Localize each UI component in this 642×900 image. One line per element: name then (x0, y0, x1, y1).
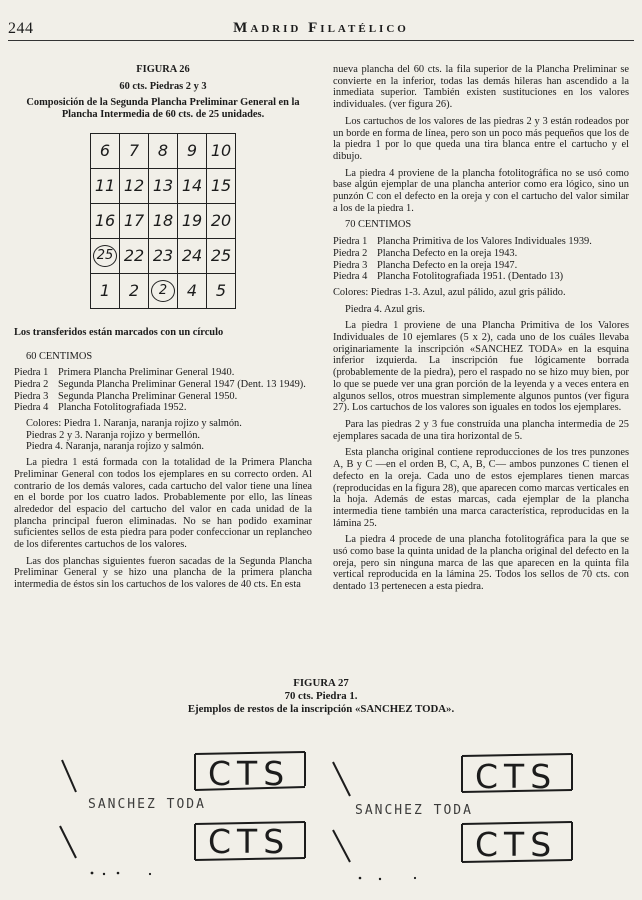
grid-row (91, 238, 236, 273)
grid-number: 24 (181, 245, 203, 265)
grid-cell (120, 203, 149, 238)
stone-row: Piedra 1 Primera Plancha Preliminar General 1940. (14, 367, 235, 379)
grid-row (91, 133, 236, 168)
grid-cell (178, 168, 207, 203)
grid-row (91, 168, 236, 203)
grid-cell (178, 133, 207, 168)
grid-cell (91, 273, 120, 308)
stone-row: Piedra 4 Plancha Fotolitografiada 1951. (Dentado 13) (333, 271, 564, 283)
grid-number: 12 (123, 175, 145, 195)
stone-row: Piedra 3 Segunda Plancha Preliminar General 1950. (14, 390, 238, 402)
grid-number: 11 (94, 175, 116, 195)
figure26-note: Los transferidos están marcados con un círculo (14, 326, 224, 338)
grid-cell (178, 273, 207, 308)
stone-row: Piedra 3 Plancha Defecto en la oreja 1947. (333, 259, 518, 271)
figure26-subtitle: 60 cts. Piedras 2 y 3 (119, 80, 207, 92)
grid-cell (149, 168, 178, 203)
right-paragraph-1: Los cartuchos de los valores de las piedras 2 y 3 están rodeados por un borde en forma de línea, pero son un poco más pequeños que los de la piedra 1 por lo que queda una tira blanca entre el cartucho y el dibujo. (333, 115, 629, 162)
right-paragraph-2: La piedra 4 proviene de la plancha fotolitográfica no se usó como base algún ejemplar de una plancha anterior como era lógico, sino un punzón C con el defecto en la oreja y con el cartucho del valor similar a los de la piedra 1. (333, 167, 629, 214)
grid-cell (149, 273, 178, 308)
grid-number: 18 (152, 210, 174, 230)
section-70-centimos: 70 CENTIMOS (345, 219, 412, 231)
grid-number: 7 (128, 140, 140, 160)
right-paragraph-4: Para las piedras 2 y 3 fue construída una plancha intermedia de 25 ejemplares sacada de una tira horizontal de 5. (333, 418, 629, 442)
circled-number: 25 (93, 245, 117, 267)
stones-list-70 (333, 236, 629, 283)
grid-number: 2 (128, 280, 140, 300)
grid-number: 10 (210, 140, 232, 160)
figure26-label: FIGURA 26 (136, 64, 190, 75)
figure26-caption: Composición de la Segunda Plancha Preliminar General en la Plancha Intermedia de 60 cts. de 25 unidades. (26, 97, 300, 121)
grid-number: 23 (152, 245, 174, 265)
grid-number: 14 (181, 175, 203, 195)
grid-cell (91, 133, 120, 168)
stone-row: Piedra 1 Plancha Primitiva de los Valores Individuales 1939. (333, 236, 592, 248)
figure27-label: FIGURA 27 (293, 677, 349, 689)
running-title: Madrid Filatélico (233, 20, 409, 36)
grid-cell (120, 133, 149, 168)
right-paragraph-0: nueva plancha del 60 cts. la fila superior de la Plancha Preliminar se convierte en la inferior, todas las demás hileras han ascendido a la inmediata superior. También existen sustituciones en los valores individuales. (ver figura 26). (333, 64, 629, 111)
header-rule (8, 40, 634, 41)
figure27-stamps (0, 740, 642, 900)
stone-row: Piedra 2 Plancha Defecto en la oreja 1943. (333, 247, 518, 259)
grid-number: 8 (157, 140, 169, 160)
grid-cell (91, 168, 120, 203)
grid-number: 16 (94, 210, 116, 230)
grid-number: 1 (99, 280, 111, 300)
grid-cell (120, 273, 149, 308)
figure27-caption: Ejemplos de restos de la inscripción «SANCHEZ TODA». (187, 703, 455, 715)
left-paragraph-1: La piedra 1 está formada con la totalidad de la Primera Plancha Preliminar General con todos los ejemplares en su correcto orden. Al contrario de los demás valores, cada cartucho del valor tiene una línea en el borde por los cuatro lados. Probablemente por ello, las líneas alrededor del espacio del cartucho del valor en cada unidad de la plancha principal fueron eliminadas. No se han podido examinar suficientes sellos de esta piedra para poder confeccionar un replancheo de los diferentes cartuchos de los valores. (14, 457, 312, 551)
right-paragraph-3: La piedra 1 proviene de una Plancha Primitiva de los Valores Individuales de 10 ejemlares (5 x 2), cada uno de los cuáles llevaba originariamente la inscripción «SANCHEZ TODA» en la esquina inferior izquierda. La inscripción fue lógicamente borrada (probablemente de la piedra), pero el raspado no se hizo muy bien, por lo que se puede ver una gran porción de la leyenda y a veces entera en algunos sellos, otros muestran simplemente algunos puntos (ver figura 27). Los cartuchos de los valores son iguales en todos los ejemplares. (333, 320, 629, 414)
stone-row: Piedra 4 Plancha Fotolitografiada 1952. (14, 402, 187, 414)
grid-number: 15 (210, 175, 232, 195)
grid-number: 19 (181, 210, 203, 230)
inscription-1: SANCHEZ TODA (88, 797, 206, 812)
right-column (333, 64, 629, 598)
grid-row (91, 203, 236, 238)
stones-list-60 (14, 367, 312, 414)
grid-cell (207, 238, 236, 273)
colors-60: Colores: Piedra 1. Naranja, naranja rojizo y salmón. Piedras 2 y 3. Naranja rojizo y bermellón. Piedra 4. Naranja, naranja rojizo y salmón. (26, 418, 242, 453)
circled-number: 2 (151, 280, 175, 302)
grid-cell (91, 203, 120, 238)
stamp-cts-4: CTS (475, 825, 558, 864)
left-paragraph-2: Las dos planchas siguientes fueron sacadas de la Segunda Plancha Preliminar General y se hizo una plancha de la primera plancha intermedia de éstos sin los cartuchos de los valores de 40 cts. En esta (14, 555, 312, 591)
grid-number: 17 (123, 210, 145, 230)
grid-cell (207, 273, 236, 308)
grid-cell (178, 203, 207, 238)
figure27-subtitle: 70 cts. Piedra 1. (284, 690, 358, 702)
grid-number: 25 (210, 245, 232, 265)
right-paragraph-5: Esta plancha original contiene reproducciones de los tres punzones A, B y C —en el orden B, C, A, B, C— ambos punzones C tienen el defecto en la oreja. Cada uno de estos ejemplares tienen marcas (reproducidas en la figura 28), que aparecen como marcas verticales en la hoja. Además de estas marcas, cada ejemplar de la plancha intermedia tiene también una marca característica, reproducidas en la lámina 25. (333, 447, 629, 529)
grid-cell (120, 238, 149, 273)
colors-70-piedra4: Piedra 4. Azul gris. (345, 303, 425, 315)
stone-row: Piedra 2 Segunda Plancha Preliminar General 1947 (Dent. 13 1949). (14, 378, 306, 390)
stamp-cts-3: CTS (208, 822, 291, 861)
figure26-grid (90, 133, 236, 309)
grid-cell (178, 238, 207, 273)
grid-cell (149, 203, 178, 238)
stamp-cts-1: CTS (208, 754, 291, 793)
grid-cell (149, 238, 178, 273)
grid-cell (207, 133, 236, 168)
grid-number: 9 (186, 140, 198, 160)
page-number: 244 (8, 20, 34, 37)
stamp-cts-2: CTS (475, 757, 558, 796)
left-column (14, 64, 312, 596)
section-60-centimos: 60 CENTIMOS (26, 350, 93, 362)
grid-cell (207, 168, 236, 203)
grid-number: 6 (99, 140, 111, 160)
grid-cell (120, 168, 149, 203)
grid-number: 22 (123, 245, 145, 265)
page-header (0, 0, 642, 44)
colors-70: Colores: Piedras 1-3. Azul, azul pálido, azul gris pálido. (333, 286, 566, 298)
grid-number: 4 (186, 280, 198, 300)
inscription-2: SANCHEZ TODA (355, 803, 473, 818)
grid-number: 5 (215, 280, 227, 300)
right-paragraph-6: La piedra 4 procede de una plancha fotolitográfica para la que se usó como base la quinta unidad de la plancha original del defecto en la oreja, pero sin ninguna marca de las que aparecen en la quinta fila vertical reproducida en la lámina 25. Todos los sellos de 70 cts. con dentado 13 pertenecen a esta piedra. (333, 534, 629, 593)
grid-number: 13 (152, 175, 174, 195)
grid-row (91, 273, 236, 308)
grid-cell (91, 238, 120, 273)
grid-cell (207, 203, 236, 238)
grid-cell (149, 133, 178, 168)
grid-number: 20 (210, 210, 232, 230)
figure27 (0, 677, 642, 716)
